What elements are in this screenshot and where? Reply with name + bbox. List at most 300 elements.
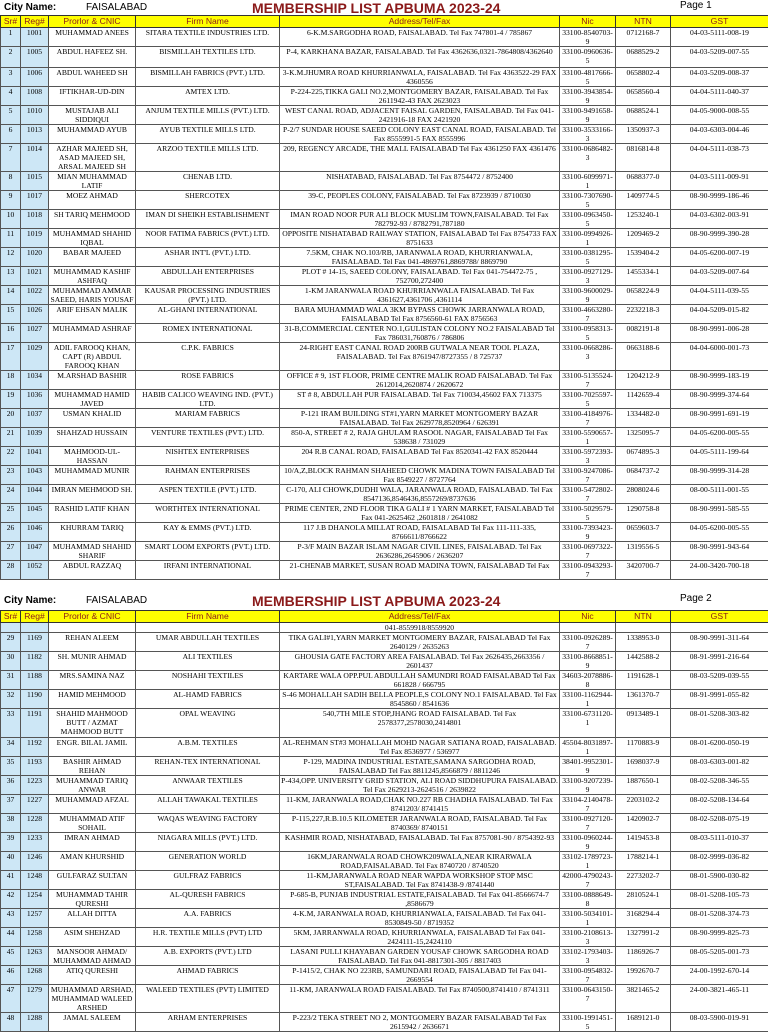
cell-gst: 04-04-6000-001-73 <box>671 343 768 371</box>
cell-firm: AL-QURESH FABRICS <box>136 890 280 909</box>
cell-gst: 08-91-9991-055-82 <box>671 690 768 709</box>
cell-ntn: 1325095-7 <box>616 428 671 447</box>
cell-firm: AMTEX LTD. <box>136 87 280 106</box>
col-proprietor: Prorlor & CNIC <box>49 16 136 28</box>
cell-ntn: 0913489-1 <box>616 709 671 738</box>
col-gst: GST <box>671 611 768 623</box>
cell-gst: 04-03-5209-007-55 <box>671 47 768 68</box>
cell-proprietor: MUHAMMAD AYUB <box>49 125 136 144</box>
cell-gst: 08-03-6303-001-82 <box>671 757 768 776</box>
table-row <box>1 28 768 47</box>
cell-ntn: 1419453-8 <box>616 833 671 852</box>
cell-firm: C.P.K. FABRICS <box>136 343 280 371</box>
cell-firm: H.R. TEXTILE MILLS (PVT) LTD <box>136 928 280 947</box>
cell-firm: HABIB CALICO WEAVING IND. (PVT.) LTD. <box>136 390 280 409</box>
cell-sr: 25 <box>1 504 21 523</box>
cell-nic: 45504-8031897-1 <box>560 738 616 757</box>
cell-sr: 11 <box>1 229 21 248</box>
cell-reg: 1001 <box>21 28 49 47</box>
table-row <box>1 47 768 68</box>
cell-proprietor: ABDUL RAZZAQ <box>49 561 136 580</box>
cell-proprietor: MUHAMMAD ANEES <box>49 28 136 47</box>
cell-ntn: 2203102-2 <box>616 795 671 814</box>
cell-nic: 33100-0960636-5 <box>560 47 616 68</box>
cell-gst: 04-03-5209-008-37 <box>671 68 768 87</box>
cell-sr: 5 <box>1 106 21 125</box>
table-row <box>1 690 768 709</box>
table-row <box>1 776 768 795</box>
cell-ntn: 1186926-7 <box>616 947 671 966</box>
cell-firm: BISMILLAH FABRICS (PVT.) LTD. <box>136 68 280 87</box>
cell-reg: 1193 <box>21 757 49 776</box>
cell-sr: 9 <box>1 191 21 210</box>
cell-reg: 1006 <box>21 68 49 87</box>
cell-gst: 24-00-1992-670-14 <box>671 966 768 985</box>
cell-gst: 08-90-9991-691-19 <box>671 409 768 428</box>
cell-nic: 33100-5135524-7 <box>560 371 616 390</box>
cell-ntn: 1290758-8 <box>616 504 671 523</box>
cell-sr: 18 <box>1 371 21 390</box>
cell-ntn: 0684737-2 <box>616 466 671 485</box>
cell-gst: 08-01-5208-105-73 <box>671 890 768 909</box>
membership-table <box>0 610 768 1032</box>
cell-nic: 33100-9207239-9 <box>560 776 616 795</box>
cell-gst: 08-03-5900-019-91 <box>671 1013 768 1032</box>
cell-proprietor: SH TARIQ MEHMOOD <box>49 210 136 229</box>
cell-address: WEST CANAL ROAD, ADJACENT FAISAL GARDEN, FAISALABAD. Tel Fax 041-2421916-18 FAX 2421920 <box>280 106 560 125</box>
cell-reg: 1169 <box>21 633 49 652</box>
cell-ntn: 1319556-5 <box>616 542 671 561</box>
cell-nic: 33100-4663280-7 <box>560 305 616 324</box>
col-address: Address/Tel/Fax <box>280 16 560 28</box>
cell-proprietor: SH. MUNIR AHMAD <box>49 652 136 671</box>
cell-reg: 1052 <box>21 561 49 580</box>
table-row <box>1 985 768 1013</box>
cell-nic: 33100-0668286-3 <box>560 343 616 371</box>
cell-nic: 33100-7393423-9 <box>560 523 616 542</box>
table-row <box>1 466 768 485</box>
cell-firm: REHAN-TEX INTERNATIONAL <box>136 757 280 776</box>
cell-sr: 48 <box>1 1013 21 1032</box>
cell-ntn: 0658802-4 <box>616 68 671 87</box>
cell-gst: 04-05-5111-199-64 <box>671 447 768 466</box>
cell-firm: ARZOO TEXTILE MILLS LTD. <box>136 144 280 172</box>
table-row <box>1 485 768 504</box>
cell-ntn: 0658560-4 <box>616 87 671 106</box>
cell-reg: 1018 <box>21 210 49 229</box>
cell-gst: 08-02-5208-346-55 <box>671 776 768 795</box>
table-row <box>1 909 768 928</box>
cell-sr: 23 <box>1 466 21 485</box>
cell-sr: 8 <box>1 172 21 191</box>
cell-reg: 1233 <box>21 833 49 852</box>
cell-proprietor: MUHAMMAD ASHRAF <box>49 324 136 343</box>
cell-sr: 21 <box>1 428 21 447</box>
cell-firm: UMAR ABDULLAH TEXTILES <box>136 633 280 652</box>
table-row <box>1 852 768 871</box>
cell-firm: SHERCOTEX <box>136 191 280 210</box>
cell-address: 209, REGENCY ARCADE, THE MALL FAISALABAD Tel Fax 4361250 FAX 4361476 <box>280 144 560 172</box>
cell-reg: 1019 <box>21 229 49 248</box>
table-row <box>1 966 768 985</box>
cell-address: OPPOSITE NISHATABAD RAILWAY STATION, FAISALABAD Tel Fax 8754733 FAX 8751633 <box>280 229 560 248</box>
page-header <box>0 593 768 609</box>
cell-proprietor: MUHAMMAD ATIF SOHAIL <box>49 814 136 833</box>
cell-address: P-115,227,R.B.10.5 KILOMETER JARANWALA ROAD, FAISALABAD. Tel Fax 8740369/ 8740151 <box>280 814 560 833</box>
cell-sr: 30 <box>1 652 21 671</box>
cell-reg: 1258 <box>21 928 49 947</box>
cell-reg: 1268 <box>21 966 49 985</box>
cell-gst: 08-90-9999-186-46 <box>671 191 768 210</box>
cell-sr: 16 <box>1 324 21 343</box>
cell-reg: 1182 <box>21 652 49 671</box>
table-row <box>1 172 768 191</box>
table-row <box>1 371 768 390</box>
cell-nic: 33100-0954832-7 <box>560 966 616 985</box>
cell-reg: 1288 <box>21 1013 49 1032</box>
cell-proprietor: MUHAMMAD SHAHID IQBAL <box>49 229 136 248</box>
cell-address: 24-RIGHT EAST CANAL ROAD 200RB GUTWALA NEAR TOOL PLAZA, FAISALABAD. Tel Fax 8761947/8727355 / 8 725737 <box>280 343 560 371</box>
cell-reg: 1041 <box>21 447 49 466</box>
cell-firm: WAQAS WEAVING FACTORY <box>136 814 280 833</box>
table-row <box>1 633 768 652</box>
cell-reg: 1045 <box>21 504 49 523</box>
cell-reg: 1188 <box>21 671 49 690</box>
cell-sr: 27 <box>1 542 21 561</box>
cell-gst: 04-05-6200-005-55 <box>671 523 768 542</box>
cell-proprietor: SHAHID MAHMOOD BUTT / AZMAT MAHMOOD BUTT <box>49 709 136 738</box>
cell-reg: 1034 <box>21 371 49 390</box>
cell-firm: ABDULLAH ENTERPRISES <box>136 267 280 286</box>
table-row <box>1 652 768 671</box>
cell-address: 11-KM,JARANWALA ROAD NEAR WAPDA WORKSHOP STOP MSC ST,FAISALABAD. Tel Fax 8741438-9 /8741440 <box>280 871 560 890</box>
cell-reg: 1026 <box>21 305 49 324</box>
cell-ntn: 1209469-2 <box>616 229 671 248</box>
cell-firm: GENERATION WORLD <box>136 852 280 871</box>
col-reg: Reg# <box>21 16 49 28</box>
table-row <box>1 229 768 248</box>
cell-ntn: 1142659-4 <box>616 390 671 409</box>
cell-proprietor: ASIM SHEHZAD <box>49 928 136 947</box>
cell-firm: ROSE FABRICS <box>136 371 280 390</box>
city-label: City Name: <box>4 595 56 606</box>
cell-reg: 1008 <box>21 87 49 106</box>
cell-ntn: 1887650-1 <box>616 776 671 795</box>
cell-reg: 1248 <box>21 871 49 890</box>
cell-address: OFFICE # 9, 1ST FLOOR, PRIME CENTRE MALIK ROAD FAISALABAD. Tel Fax 2612014,2620874 / 2620672 <box>280 371 560 390</box>
table-row <box>1 428 768 447</box>
cell-sr: 24 <box>1 485 21 504</box>
cell-reg: 1046 <box>21 523 49 542</box>
cell-address: 6-K.M.SARGODHA ROAD, FAISALABAD. Tel Fax 747801-4 / 785867 <box>280 28 560 47</box>
table-row <box>1 542 768 561</box>
cell-gst: 08-01-5900-030-82 <box>671 871 768 890</box>
cell-address: P-121 IRAM BUILDING ST#1,YARN MARKET MONTGOMERY BAZAR FAISALABAD. Tel Fax 2629778,8520964 / 626391 <box>280 409 560 428</box>
cell-reg: 1190 <box>21 690 49 709</box>
cell-proprietor: MUHAMMAD TARIQ ANWAR <box>49 776 136 795</box>
cell-proprietor: MUSTAJAB ALI SIDDIQUI <box>49 106 136 125</box>
cell-reg: 1047 <box>21 542 49 561</box>
cell-sr: 41 <box>1 871 21 890</box>
col-firm: Firm Name <box>136 611 280 623</box>
cell-ntn: 1420902-7 <box>616 814 671 833</box>
cell-ntn: 1361370-7 <box>616 690 671 709</box>
cell-gst: 08-90-9991-006-28 <box>671 324 768 343</box>
cell-gst: 08-02-5208-134-64 <box>671 795 768 814</box>
cell-address: 4-K.M, JARANWALA ROAD, KHURRIANWALA, FAISALABAD. Tel Fax 041-8530849-50 / 8719352 <box>280 909 560 928</box>
table-row <box>1 757 768 776</box>
cell-address: 7.5KM, CHAK NO.103/RB, JARANWALA ROAD, KHURRIANWALA, FAISALABAD. Tel Fax 041-4869761,8869788/ 8869790 <box>280 248 560 267</box>
table-row <box>1 305 768 324</box>
cell-firm: SMART LOOM EXPORTS (PVT.) LTD. <box>136 542 280 561</box>
cell-ntn: 1689121-0 <box>616 1013 671 1032</box>
cell-reg: 1044 <box>21 485 49 504</box>
page-title: MEMBERSHIP LIST APBUMA 2023-24 <box>252 593 500 609</box>
cell-sr: 2 <box>1 47 21 68</box>
table-row <box>1 1013 768 1032</box>
cell-ntn: 0658224-9 <box>616 286 671 305</box>
cell-nic: 33100-9491658-9 <box>560 106 616 125</box>
cell-address: 16KM,JARANWALA ROAD CHOWK209WALA,NEAR KIRARWALA ROAD,FAISALABAD. Tel Fax 8740720 / 8740520 <box>280 852 560 871</box>
carry-over-address: 041-8559918/8559920 <box>280 623 560 633</box>
cell-gst: 04-03-5111-009-91 <box>671 172 768 191</box>
cell-nic: 33100-6099971-1 <box>560 172 616 191</box>
table-row <box>1 191 768 210</box>
cell-address: P-1415/2, CHAK NO 223RB, SAMUNDARI ROAD, FAISALABAD Tel Fax 041-2669554 <box>280 966 560 985</box>
cell-address: 39-C, PEOPLES COLONY, FAISALABAD. Tel Fax 8723939 / 8710030 <box>280 191 560 210</box>
cell-reg: 1022 <box>21 286 49 305</box>
cell-address: TIKA GALI#1,YARN MARKET MONTGOMERY BAZAR, FAISALABAD Tel Fax 2640129 / 2635263 <box>280 633 560 652</box>
table-row <box>1 248 768 267</box>
cell-sr: 31 <box>1 671 21 690</box>
cell-proprietor: RASHID LATIF KHAN <box>49 504 136 523</box>
table-row <box>1 106 768 125</box>
cell-nic: 38401-9952301-9 <box>560 757 616 776</box>
cell-address: P-434,OPP. UNIVERSITY GRID STATION, ALI ROAD SIDDHUPURA FAISALABAD. Tel Fax 2629213-2624516 / 2639822 <box>280 776 560 795</box>
cell-reg: 1254 <box>21 890 49 909</box>
table-row <box>1 814 768 833</box>
cell-sr: 42 <box>1 890 21 909</box>
cell-reg: 1257 <box>21 909 49 928</box>
cell-ntn: 1698037-9 <box>616 757 671 776</box>
cell-gst: 08-03-5209-039-55 <box>671 671 768 690</box>
cell-firm: A.B.M. TEXTILES <box>136 738 280 757</box>
cell-firm: BISMILLAH TEXTILES LTD. <box>136 47 280 68</box>
cell-reg: 1017 <box>21 191 49 210</box>
cell-gst: 08-90-9991-311-64 <box>671 633 768 652</box>
cell-sr: 28 <box>1 561 21 580</box>
cell-firm: AL-HAMD FABRICS <box>136 690 280 709</box>
col-sr: Sr# <box>1 611 21 623</box>
cell-gst: 04-03-5209-007-64 <box>671 267 768 286</box>
cell-nic: 33100-5590657-1 <box>560 428 616 447</box>
cell-sr: 12 <box>1 248 21 267</box>
cell-address: P-4, KARKHANA BAZAR, FAISALABAD. Tel Fax 4362636,0321-7864808/4362640 <box>280 47 560 68</box>
cell-proprietor: KHURRAM TARIQ <box>49 523 136 542</box>
cell-gst: 08-90-9999-314-28 <box>671 466 768 485</box>
cell-sr: 4 <box>1 87 21 106</box>
cell-gst: 08-03-5111-010-37 <box>671 833 768 852</box>
cell-gst: 08-02-9999-036-82 <box>671 852 768 871</box>
table-row <box>1 68 768 87</box>
cell-address: 540,7TH MILE STOP,JHANG ROAD FAISALABAD. Tel Fax 2578377,2578030,2414801 <box>280 709 560 738</box>
cell-address: P-223/2 TEKA STREET NO 2, MONTGOMERY BAZAR FAISALABAD Tel Fax 2615942 / 2636671 <box>280 1013 560 1032</box>
cell-proprietor: MOEZ AHMAD <box>49 191 136 210</box>
cell-firm: ANWAAR TEXTILES <box>136 776 280 795</box>
cell-nic: 33100-0963450-5 <box>560 210 616 229</box>
cell-proprietor: M.ARSHAD BASHIR <box>49 371 136 390</box>
carry-over-row <box>1 623 768 633</box>
cell-firm: MARIAM FABRICS <box>136 409 280 428</box>
cell-firm: NISHTEX ENTERPRISES <box>136 447 280 466</box>
cell-firm: ASPEN TEXTILE (PVT.) LTD. <box>136 485 280 504</box>
cell-reg: 1021 <box>21 267 49 286</box>
cell-address: IMAN ROAD NOOR PUR ALI BLOCK MUSLIM TOWN,FAISALABAD. Tel Fax 782792-93 / 8782791,787180 <box>280 210 560 229</box>
cell-firm: KAUSAR PROCESSING INDUSTRIES (PVT.) LTD. <box>136 286 280 305</box>
table-row <box>1 709 768 738</box>
cell-nic: 33100-6731120-1 <box>560 709 616 738</box>
cell-gst: 08-90-9999-390-28 <box>671 229 768 248</box>
cell-proprietor: GULFARAZ SULTAN <box>49 871 136 890</box>
cell-ntn: 2810524-1 <box>616 890 671 909</box>
cell-address: 31-B,COMMERCIAL CENTER NO.1,GULISTAN COLONY NO.2 FAISALABAD Tel Fax 786031,760876 / 786806 <box>280 324 560 343</box>
cell-proprietor: ATIQ QURESHI <box>49 966 136 985</box>
city-value: FAISALABAD <box>86 2 147 13</box>
cell-proprietor: MAHMOOD-UL-HASSAN <box>49 447 136 466</box>
cell-address: PRIME CENTER, 2ND FLOOR TIKA GALI # 1 YARN MARKET, FAISALABAD Tel Fax 041-2625462 ,2601818 / 2641082 <box>280 504 560 523</box>
cell-firm: OPAL WEAVING <box>136 709 280 738</box>
cell-ntn: 1170883-9 <box>616 738 671 757</box>
cell-nic: 33100-5034101-1 <box>560 909 616 928</box>
cell-ntn: 1455334-1 <box>616 267 671 286</box>
cell-gst: 24-00-3420-700-18 <box>671 561 768 580</box>
cell-sr: 20 <box>1 409 21 428</box>
cell-nic: 33100-8540703-9 <box>560 28 616 47</box>
cell-sr: 40 <box>1 852 21 871</box>
cell-gst: 08-01-6200-050-19 <box>671 738 768 757</box>
cell-firm: WORTHTEX INTERNATIONAL <box>136 504 280 523</box>
cell-address: 204 R.B CANAL ROAD, FAISALABAD Tel Fax 8520341-42 FAX 8520444 <box>280 447 560 466</box>
cell-firm: GULFRAZ FABRICS <box>136 871 280 890</box>
cell-sr: 36 <box>1 776 21 795</box>
cell-proprietor: ENGR. BILAL JAMIL <box>49 738 136 757</box>
cell-proprietor: IMRAN MEHMOOD SH. <box>49 485 136 504</box>
cell-ntn: 1539404-2 <box>616 248 671 267</box>
cell-sr: 17 <box>1 343 21 371</box>
col-proprietor: Prorlor & CNIC <box>49 611 136 623</box>
cell-proprietor: ADIL FAROOQ KHAN, CAPT (R) ABDUL FAROOQ KHAN <box>49 343 136 371</box>
cell-nic: 33100-9600029-9 <box>560 286 616 305</box>
cell-firm: ARHAM ENTERPRISES <box>136 1013 280 1032</box>
table-row <box>1 947 768 966</box>
cell-ntn: 2273202-7 <box>616 871 671 890</box>
cell-proprietor: AZHAR MAJEED SH, ASAD MAJEED SH, ARSAL MAJEED SH <box>49 144 136 172</box>
cell-proprietor: MIAN MUHAMMAD LATIF <box>49 172 136 191</box>
cell-sr: 26 <box>1 523 21 542</box>
cell-sr: 1 <box>1 28 21 47</box>
cell-firm: KAY & EMMS (PVT.) LTD. <box>136 523 280 542</box>
cell-proprietor: ABDUL HAFEEZ SH. <box>49 47 136 68</box>
col-reg: Reg# <box>21 611 49 623</box>
cell-proprietor: BASHIR AHMAD REHAN <box>49 757 136 776</box>
cell-proprietor: MUHAMMAD KASHIF ASHFAQ <box>49 267 136 286</box>
cell-address: P-2/7 SUNDAR HOUSE SAEED COLONY EAST CANAL ROAD, FAISALABAD. Tel Fax 8555991-5 FAX 8555996 <box>280 125 560 144</box>
cell-firm: A.B. EXPORTS (PVT.) LTD <box>136 947 280 966</box>
cell-ntn: 1338953-0 <box>616 633 671 652</box>
table-row <box>1 267 768 286</box>
table-row <box>1 87 768 106</box>
cell-proprietor: MANSOOR AHMAD/ MUHAMMAD AHMAD <box>49 947 136 966</box>
cell-address: BARA MUHAMMAD WALA 3KM BYPASS CHOWK JARRANWALA ROAD, FAISALABAD Tel Fax 8756560-61 FAX 8756563 <box>280 305 560 324</box>
cell-nic: 33102-1789723-1 <box>560 852 616 871</box>
cell-reg: 1029 <box>21 343 49 371</box>
table-row <box>1 210 768 229</box>
table-row <box>1 523 768 542</box>
cell-gst: 04-03-6303-004-46 <box>671 125 768 144</box>
cell-address: NISHATABAD, FAISALABAD. Tel Fax 8754472 / 8752400 <box>280 172 560 191</box>
header-row <box>1 611 768 623</box>
table-row <box>1 561 768 580</box>
cell-nic: 33100-0994926-1 <box>560 229 616 248</box>
cell-reg: 1263 <box>21 947 49 966</box>
cell-ntn: 0712168-7 <box>616 28 671 47</box>
cell-proprietor: MUHAMMAD AFZAL <box>49 795 136 814</box>
cell-address: KARTARE WALA OPP.PUL ABDULLAH SAMUNDRI ROAD FAISALABAD Tel Fax 661828 / 666795 <box>280 671 560 690</box>
cell-nic: 33100-9247086-7 <box>560 466 616 485</box>
cell-nic: 33100-7025597-5 <box>560 390 616 409</box>
col-nic: Nic <box>560 611 616 623</box>
cell-sr: 32 <box>1 690 21 709</box>
cell-firm: ALLAH TAWAKAL TEXTILES <box>136 795 280 814</box>
cell-address: P-3/F MAIN BAZAR ISLAM NAGAR CIVIL LINES, FAISALABAD. Tel Fax 2636286,2645906 / 2636207 <box>280 542 560 561</box>
cell-reg: 1227 <box>21 795 49 814</box>
cell-gst: 08-90-9999-825-73 <box>671 928 768 947</box>
cell-nic: 33100-0958313-5 <box>560 324 616 343</box>
cell-proprietor: JAMAL SALEEM <box>49 1013 136 1032</box>
cell-firm: ASHAR INT'L (PVT.) LTD. <box>136 248 280 267</box>
cell-address: ST # 8, ABDULLAH PUR FAISALABAD. Tel Fax 710034,45602 FAX 713375 <box>280 390 560 409</box>
cell-address: 117 J.B DHANOLA MILLAT ROAD, FAISALABAD Tel Fax 111-111-335, 8766611/8766622 <box>280 523 560 542</box>
cell-address: KASHMIR ROAD, NISHATABAD, FAISALABAD. Tel Fax 8757081-90 / 8754392-93 <box>280 833 560 852</box>
cell-gst: 08-01-5208-303-82 <box>671 709 768 738</box>
cell-gst: 08-90-9999-374-64 <box>671 390 768 409</box>
col-gst: GST <box>671 16 768 28</box>
cell-proprietor: MRS.SAMINA NAZ <box>49 671 136 690</box>
cell-nic: 33100-4817666-5 <box>560 68 616 87</box>
cell-gst: 08-01-5208-374-73 <box>671 909 768 928</box>
cell-reg: 1013 <box>21 125 49 144</box>
cell-reg: 1027 <box>21 324 49 343</box>
cell-nic: 34603-2078886-8 <box>560 671 616 690</box>
cell-nic: 33100-7307690-5 <box>560 191 616 210</box>
cell-proprietor: MUHAMMAD AMMAR SAEED, HARIS YOUSAF <box>49 286 136 305</box>
cell-proprietor: USMAN KHALID <box>49 409 136 428</box>
cell-firm: IRFANI INTERNATIONAL <box>136 561 280 580</box>
cell-firm: ROMEX INTERNATIONAL <box>136 324 280 343</box>
cell-ntn: 1409774-5 <box>616 191 671 210</box>
cell-gst: 08-90-9991-585-55 <box>671 504 768 523</box>
cell-reg: 1223 <box>21 776 49 795</box>
cell-reg: 1037 <box>21 409 49 428</box>
cell-gst: 04-04-5111-038-73 <box>671 144 768 172</box>
cell-proprietor: HAMID MEHMOOD <box>49 690 136 709</box>
col-nic: Nic <box>560 16 616 28</box>
city-value: FAISALABAD <box>86 595 147 606</box>
cell-address: 3-K.M.JHUMRA ROAD KHURRIANWALA, FAISALABAD. Tel Fax 4363522-29 FAX 4360556 <box>280 68 560 87</box>
cell-reg: 1015 <box>21 172 49 191</box>
table-body <box>1 623 768 1032</box>
table-row <box>1 286 768 305</box>
